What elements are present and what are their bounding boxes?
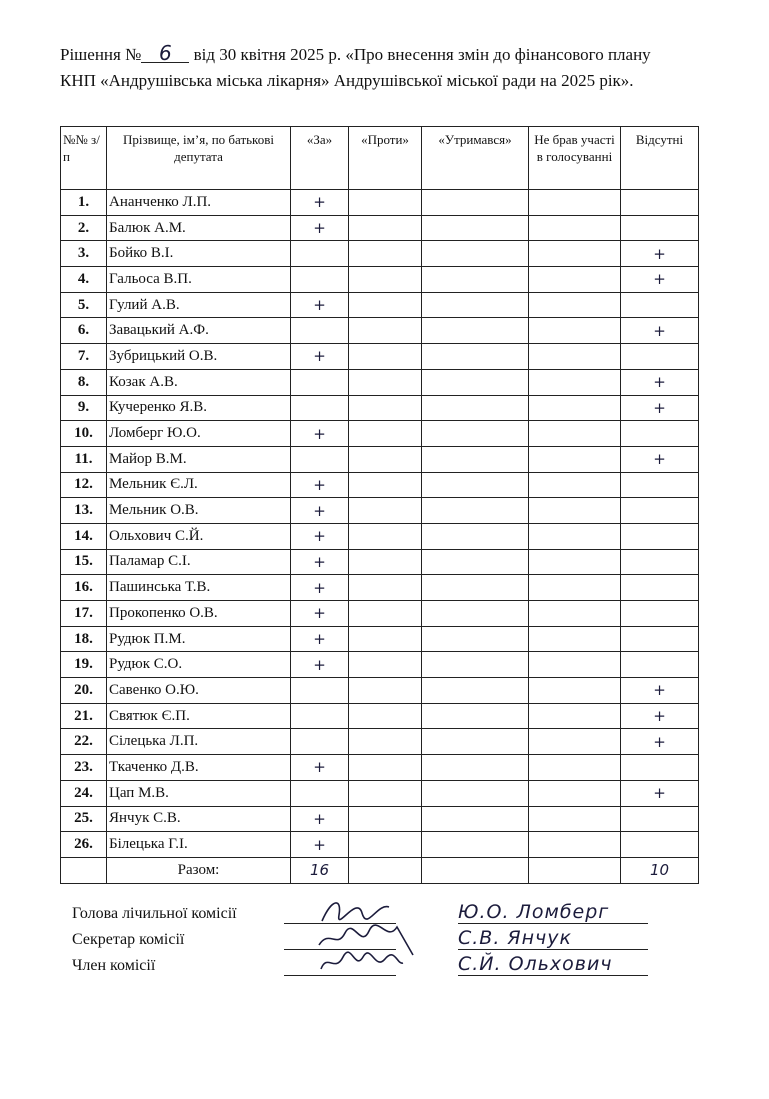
absent-mark	[621, 806, 699, 832]
vote-against-mark	[349, 806, 422, 832]
row-number: 15.	[61, 549, 107, 575]
vote-against-mark	[349, 703, 422, 729]
absent-mark: +	[621, 318, 699, 344]
deputy-name: Святюк Є.П.	[107, 703, 291, 729]
vote-abstain-mark	[422, 575, 529, 601]
vote-abstain-mark	[422, 292, 529, 318]
vote-not-voted-mark	[529, 215, 621, 241]
vote-against-mark	[349, 292, 422, 318]
deputy-name: Сілецька Л.П.	[107, 729, 291, 755]
table-row	[61, 729, 699, 755]
vote-against-mark	[349, 729, 422, 755]
vote-abstain-mark	[422, 832, 529, 858]
header-abstained: «Утримався»	[422, 127, 529, 190]
vote-for-mark: +	[291, 652, 349, 678]
vote-not-voted-mark	[529, 652, 621, 678]
row-number: 7.	[61, 344, 107, 370]
vote-against-mark	[349, 318, 422, 344]
row-number: 14.	[61, 523, 107, 549]
table-header-row	[61, 127, 699, 190]
row-number: 13.	[61, 498, 107, 524]
deputy-name: Гулий А.В.	[107, 292, 291, 318]
vote-for-mark	[291, 446, 349, 472]
vote-against-mark	[349, 652, 422, 678]
signature-name: С.Й. Ольхович	[458, 953, 648, 976]
vote-abstain-mark	[422, 703, 529, 729]
deputy-name: Мельник О.В.	[107, 498, 291, 524]
vote-not-voted-mark	[529, 755, 621, 781]
table-row	[61, 267, 699, 293]
row-number: 12.	[61, 472, 107, 498]
title-line-1	[60, 42, 720, 68]
decision-number: 6	[141, 44, 189, 63]
vote-not-voted-mark	[529, 832, 621, 858]
absent-mark: +	[621, 780, 699, 806]
vote-for-mark: +	[291, 755, 349, 781]
vote-not-voted-mark	[529, 626, 621, 652]
absent-mark: +	[621, 395, 699, 421]
vote-not-voted-mark	[529, 549, 621, 575]
vote-against-mark	[349, 344, 422, 370]
table-row	[61, 549, 699, 575]
vote-against-mark	[349, 421, 422, 447]
vote-abstain-mark	[422, 626, 529, 652]
deputy-name: Ломберг Ю.О.	[107, 421, 291, 447]
row-number: 21.	[61, 703, 107, 729]
absent-mark	[621, 523, 699, 549]
deputy-name: Зубрицький О.В.	[107, 344, 291, 370]
vote-against-mark	[349, 369, 422, 395]
decision-title	[60, 42, 720, 94]
signature-name: Ю.О. Ломберг	[458, 901, 648, 924]
vote-against-mark	[349, 498, 422, 524]
vote-not-voted-mark	[529, 241, 621, 267]
vote-against-mark	[349, 267, 422, 293]
vote-for-mark: +	[291, 472, 349, 498]
vote-abstain-mark	[422, 729, 529, 755]
table-row	[61, 832, 699, 858]
signatures-block	[72, 901, 712, 983]
vote-abstain-mark	[422, 369, 529, 395]
vote-not-voted-mark	[529, 703, 621, 729]
vote-not-voted-mark	[529, 780, 621, 806]
table-row	[61, 780, 699, 806]
absent-mark	[621, 626, 699, 652]
row-number: 10.	[61, 421, 107, 447]
row-number: 25.	[61, 806, 107, 832]
vote-for-mark	[291, 678, 349, 704]
total-label: Разом:	[107, 857, 291, 883]
table-row	[61, 318, 699, 344]
table-row	[61, 344, 699, 370]
table-row	[61, 215, 699, 241]
row-number: 4.	[61, 267, 107, 293]
absent-mark	[621, 190, 699, 216]
vote-abstain-mark	[422, 318, 529, 344]
row-number: 9.	[61, 395, 107, 421]
signature-role: Секретар комісії	[72, 931, 185, 948]
title-line-2: КНП «Андрушівська міська лікарня» Андрушівської міської ради на 2025 рік».	[60, 71, 634, 90]
table-row	[61, 755, 699, 781]
row-number: 6.	[61, 318, 107, 344]
vote-for-mark	[291, 369, 349, 395]
vote-for-mark: +	[291, 498, 349, 524]
deputy-name: Мельник Є.Л.	[107, 472, 291, 498]
vote-against-mark	[349, 780, 422, 806]
vote-not-voted-mark	[529, 318, 621, 344]
voting-table	[60, 126, 699, 884]
vote-for-mark: +	[291, 190, 349, 216]
title-rest: від 30 квітня 2025 р. «Про внесення змін до фінансового плану	[189, 45, 651, 64]
vote-abstain-mark	[422, 523, 529, 549]
table-row	[61, 652, 699, 678]
vote-for-mark	[291, 780, 349, 806]
absent-mark	[621, 755, 699, 781]
vote-not-voted-mark	[529, 678, 621, 704]
vote-not-voted-mark	[529, 395, 621, 421]
absent-mark	[621, 421, 699, 447]
vote-against-mark	[349, 215, 422, 241]
vote-abstain-mark	[422, 446, 529, 472]
vote-not-voted-mark	[529, 472, 621, 498]
row-number: 3.	[61, 241, 107, 267]
vote-against-mark	[349, 678, 422, 704]
vote-not-voted-mark	[529, 498, 621, 524]
table-row	[61, 523, 699, 549]
vote-for-mark: +	[291, 344, 349, 370]
vote-for-mark	[291, 703, 349, 729]
table-row	[61, 703, 699, 729]
vote-abstain-mark	[422, 498, 529, 524]
vote-for-mark: +	[291, 292, 349, 318]
vote-for-mark: +	[291, 626, 349, 652]
vote-against-mark	[349, 523, 422, 549]
absent-mark: +	[621, 703, 699, 729]
absent-mark	[621, 472, 699, 498]
vote-not-voted-mark	[529, 601, 621, 627]
vote-not-voted-mark	[529, 292, 621, 318]
absent-mark: +	[621, 241, 699, 267]
vote-for-mark: +	[291, 575, 349, 601]
vote-abstain-mark	[422, 190, 529, 216]
vote-for-mark	[291, 395, 349, 421]
signature-row-member	[72, 953, 712, 983]
vote-for-mark: +	[291, 523, 349, 549]
vote-against-mark	[349, 549, 422, 575]
row-number: 5.	[61, 292, 107, 318]
vote-abstain-mark	[422, 267, 529, 293]
header-name: Прізвище, ім’я, по батькові депутата	[107, 127, 291, 190]
vote-abstain-mark	[422, 755, 529, 781]
table-row	[61, 369, 699, 395]
deputy-name: Рудюк П.М.	[107, 626, 291, 652]
deputy-name: Козак А.В.	[107, 369, 291, 395]
vote-against-mark	[349, 190, 422, 216]
absent-mark	[621, 601, 699, 627]
absent-mark	[621, 344, 699, 370]
header-not-voted: Не брав участі в голосуванні	[529, 127, 621, 190]
deputy-name: Ткаченко Д.В.	[107, 755, 291, 781]
vote-not-voted-mark	[529, 806, 621, 832]
deputy-name: Пашинська Т.В.	[107, 575, 291, 601]
vote-for-mark	[291, 729, 349, 755]
row-number: 18.	[61, 626, 107, 652]
row-number: 17.	[61, 601, 107, 627]
absent-mark: +	[621, 729, 699, 755]
vote-not-voted-mark	[529, 523, 621, 549]
vote-against-mark	[349, 832, 422, 858]
deputy-name: Рудюк С.О.	[107, 652, 291, 678]
vote-abstain-mark	[422, 652, 529, 678]
header-for: «За»	[291, 127, 349, 190]
absent-mark	[621, 652, 699, 678]
vote-abstain-mark	[422, 549, 529, 575]
vote-against-mark	[349, 446, 422, 472]
vote-for-mark: +	[291, 806, 349, 832]
row-number: 26.	[61, 832, 107, 858]
row-number: 22.	[61, 729, 107, 755]
header-against: «Проти»	[349, 127, 422, 190]
vote-abstain-mark	[422, 472, 529, 498]
deputy-name: Паламар С.І.	[107, 549, 291, 575]
vote-not-voted-mark	[529, 421, 621, 447]
vote-for-mark	[291, 318, 349, 344]
vote-not-voted-mark	[529, 190, 621, 216]
vote-abstain-mark	[422, 780, 529, 806]
vote-for-mark: +	[291, 215, 349, 241]
absent-mark	[621, 549, 699, 575]
absent-mark	[621, 832, 699, 858]
deputy-name: Цап М.В.	[107, 780, 291, 806]
table-row	[61, 446, 699, 472]
deputy-name: Прокопенко О.В.	[107, 601, 291, 627]
vote-abstain-mark	[422, 344, 529, 370]
absent-mark: +	[621, 369, 699, 395]
vote-not-voted-mark	[529, 446, 621, 472]
vote-for-mark: +	[291, 601, 349, 627]
vote-abstain-mark	[422, 215, 529, 241]
row-number: 1.	[61, 190, 107, 216]
deputy-name: Білецька Г.І.	[107, 832, 291, 858]
absent-mark	[621, 498, 699, 524]
vote-for-mark: +	[291, 832, 349, 858]
absent-mark	[621, 215, 699, 241]
row-number: 20.	[61, 678, 107, 704]
signature-role: Член комісії	[72, 957, 156, 974]
vote-against-mark	[349, 626, 422, 652]
vote-not-voted-mark	[529, 729, 621, 755]
vote-against-mark	[349, 395, 422, 421]
vote-not-voted-mark	[529, 344, 621, 370]
vote-abstain-mark	[422, 678, 529, 704]
deputy-name: Кучеренко Я.В.	[107, 395, 291, 421]
table-row	[61, 395, 699, 421]
table-row	[61, 190, 699, 216]
absent-mark: +	[621, 446, 699, 472]
absent-mark	[621, 575, 699, 601]
deputy-name: Савенко О.Ю.	[107, 678, 291, 704]
table-row	[61, 575, 699, 601]
total-row	[61, 857, 699, 883]
header-absent: Відсутні	[621, 127, 699, 190]
row-number: 11.	[61, 446, 107, 472]
vote-for-mark	[291, 267, 349, 293]
header-number: №№ з/п	[61, 127, 107, 190]
vote-not-voted-mark	[529, 575, 621, 601]
vote-abstain-mark	[422, 601, 529, 627]
vote-against-mark	[349, 601, 422, 627]
deputy-name: Майор В.М.	[107, 446, 291, 472]
deputy-name: Ольхович С.Й.	[107, 523, 291, 549]
total-for: 16	[291, 857, 349, 883]
absent-mark: +	[621, 678, 699, 704]
absent-mark	[621, 292, 699, 318]
row-number: 24.	[61, 780, 107, 806]
vote-abstain-mark	[422, 241, 529, 267]
row-number: 23.	[61, 755, 107, 781]
vote-not-voted-mark	[529, 267, 621, 293]
signature-role: Голова лічильної комісії	[72, 905, 237, 922]
deputy-name: Гальоса В.П.	[107, 267, 291, 293]
table-row	[61, 292, 699, 318]
title-prefix: Рішення №	[60, 45, 142, 64]
deputy-name: Бойко В.І.	[107, 241, 291, 267]
table-row	[61, 472, 699, 498]
row-number: 8.	[61, 369, 107, 395]
row-number: 19.	[61, 652, 107, 678]
vote-abstain-mark	[422, 421, 529, 447]
vote-abstain-mark	[422, 806, 529, 832]
deputy-name: Балюк А.М.	[107, 215, 291, 241]
deputy-name: Янчук С.В.	[107, 806, 291, 832]
table-row	[61, 806, 699, 832]
deputy-name: Ананченко Л.П.	[107, 190, 291, 216]
vote-abstain-mark	[422, 395, 529, 421]
vote-for-mark	[291, 241, 349, 267]
absent-mark: +	[621, 267, 699, 293]
handwritten-signature-icon	[317, 945, 407, 979]
vote-for-mark: +	[291, 421, 349, 447]
row-number: 16.	[61, 575, 107, 601]
table-row	[61, 498, 699, 524]
table-row	[61, 421, 699, 447]
total-absent: 10	[621, 857, 699, 883]
table-row	[61, 601, 699, 627]
deputy-name: Завацький А.Ф.	[107, 318, 291, 344]
table-row	[61, 626, 699, 652]
vote-against-mark	[349, 472, 422, 498]
vote-against-mark	[349, 575, 422, 601]
table-row	[61, 241, 699, 267]
table-row	[61, 678, 699, 704]
vote-not-voted-mark	[529, 369, 621, 395]
vote-against-mark	[349, 755, 422, 781]
row-number: 2.	[61, 215, 107, 241]
vote-for-mark: +	[291, 549, 349, 575]
signature-name: С.В. Янчук	[458, 927, 648, 950]
vote-against-mark	[349, 241, 422, 267]
